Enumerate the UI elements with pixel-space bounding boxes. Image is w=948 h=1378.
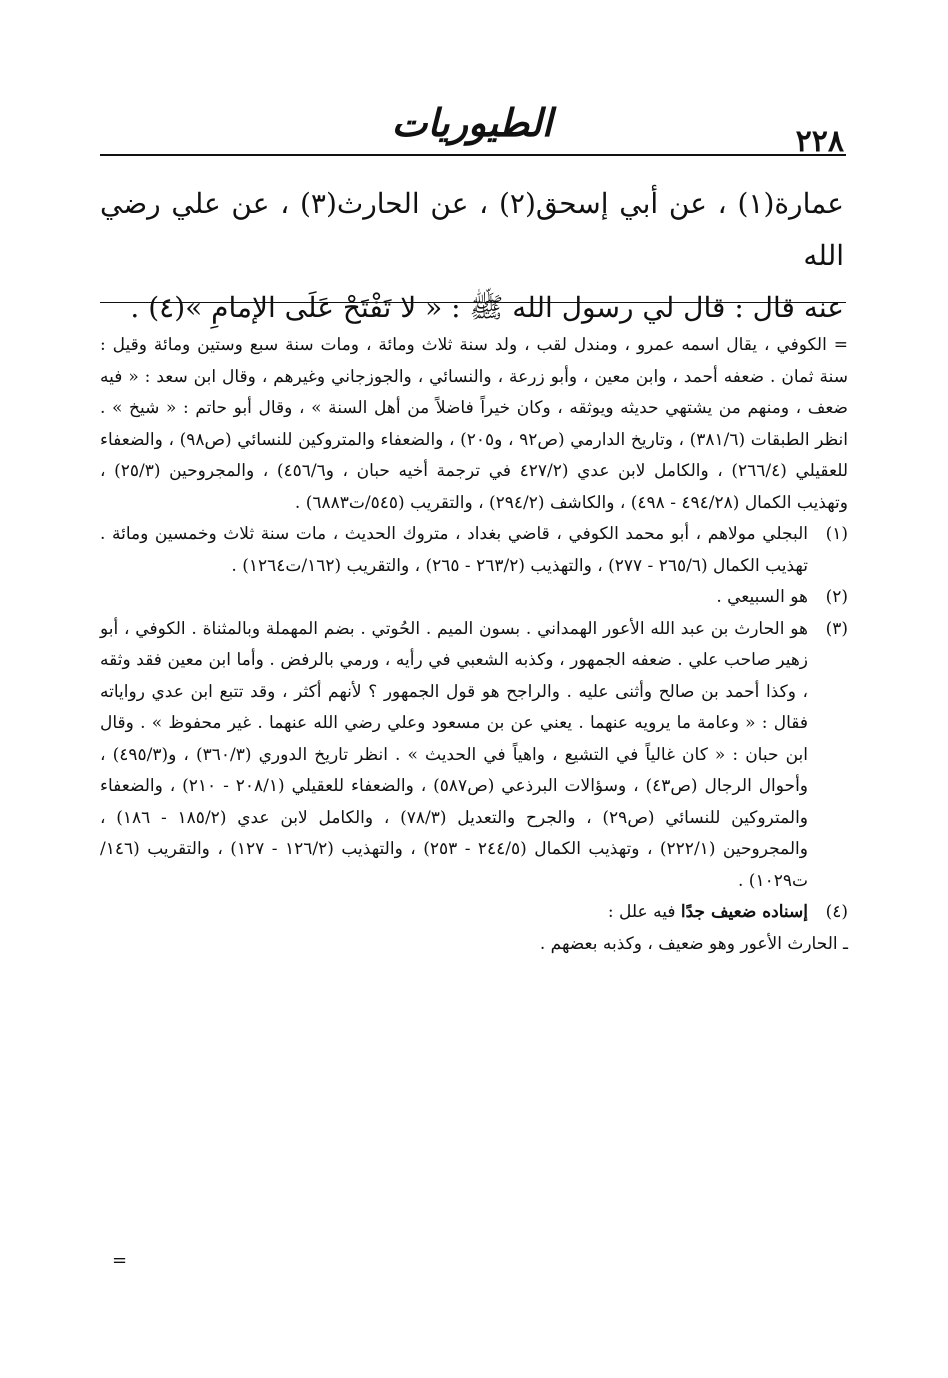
footnote-1 [100,519,848,582]
footnote-4-item-1: ـ الحارث الأعور وهو ضعيف ، وكذبه بعضهم . [539,933,848,954]
footnote-2 [100,582,848,614]
hadith-text [100,178,844,334]
footnote-3 [100,614,848,898]
book-title: الطيوريات [391,100,553,145]
hadith-line-2: عنه قال : قال لي رسول الله ﷺ : « لا تَفْتَحْ عَلَى الإمامِ »(٤) . [130,291,844,324]
footnote-number: (٢) [825,587,848,607]
footnotes [100,330,848,960]
footnote-number: (١) [825,524,848,544]
header-divider [100,154,846,156]
footnote-4-verdict: إسناده ضعيف جدًا [680,902,808,922]
footnote-continuation: = الكوفي ، يقال اسمه عمرو ، ومندل لقب ، ولد سنة ثلاث ومائة ، ومات سنة سبع وستين ومائة وقيل : سنة ثمان . ضعفه أحمد ، وابن معين ، وأبو زرعة ، والنسائي ، والجوزجاني وغيرهم ، وقال ابن سعد : « فيه ضعف ، ومنهم من يشتهي حديثه ويوثقه ، وكان خيراً فاضلاً من أهل السنة » ، وقال أبو حاتم : « شيخ » . انظر الطبقات (٣٨١/٦) ، وتاريخ الدارمي (ص٩٢ ، و٢٠٥) ، والضعفاء والمتروكين للنسائي (ص٩٨) ، والضعفاء للعقيلي (٢٦٦/٤) ، والكامل لابن عدي (٤٢٧/٢ في ترجمة أخيه حبان ، و٤٥٦/٦) ، والمجروحين (٢٥/٣) ، وتهذيب الكمال (٤٩٤/٢٨ - ٤٩٨) ، والكاشف (٢٩٤/٢) ، والتقريب (٥٤٥/ت٦٨٨٣) . [100,335,849,513]
footnote-text: هو السبيعي . [716,587,808,607]
footnote-text: هو الحارث بن عبد الله الأعور الهمداني . بسون الميم . الحُوتي . بضم المهملة وبالمثناة . الكوفي ، أبو زهير صاحب علي . ضعفه الجمهور ، وكذبه الشعبي في رأيه ، ورمي بالرفض . وأما ابن معين فقد وثقه ، وكذا أحمد بن صالح وأثنى عليه . والراجح هو قول الجمهور ؟ لأنهم أكثر ، وقد تتبع ابن عدي رواياته فقال : « وعامة ما يرويه عنهما . يعني عن بن مسعود وعلي رضي الله عنهما . غير محفوظ » . وقال ابن حبان : « كان غالياً في التشيع ، واهياً في الحديث » . انظر تاريخ الدوري (٣٦٠/٣) ، و(٤٩٥/٣) ، وأحوال الرجال (ص٤٣) ، وسؤالات البرذعي (ص٥٨٧) ، والضعفاء للعقيلي (٢٠٨/١ - ٢١٠) ، والضعفاء والمتروكين للنسائي (ص٢٩) ، والجرح والتعديل (٧٨/٣) ، والكامل لابن عدي (١٨٥/٢ - ١٨٦) ، والمجروحين (٢٢٢/١) ، وتهذيب الكمال (٢٤٤/٥ - ٢٥٣) ، والتهذيب (١٢٦/٢ - ١٢٧) ، والتقريب (١٤٦/ ت١٠٢٩) . [100,618,809,891]
footnote-text [100,897,808,929]
footnote-4-intro: فيه علل : [607,902,681,922]
continues-marker: = [112,1250,128,1271]
footnote-number: (٣) [825,618,848,639]
page-header [100,96,844,159]
hadith-line-1: عمارة(١) ، عن أبي إسحق(٢) ، عن الحارث(٣) ، عن علي رضي الله [100,187,844,272]
footnote-number: (٤) [825,902,848,922]
footnote-4 [100,897,848,929]
footnote-text: البجلي مولاهم ، أبو محمد الكوفي ، قاضي بغداد ، متروك الحديث ، مات سنة ثلاث وخمسين ومائة . تهذيب الكمال (٢٦٥/٦ - ٢٧٧) ، والتهذيب (٢٦٣/٢ - ٢٦٥) ، والتقريب (١٦٢/ت١٢٦٤) . [100,524,808,576]
page-number: ٢٢٨ [795,124,844,159]
footnote-divider [100,302,846,303]
